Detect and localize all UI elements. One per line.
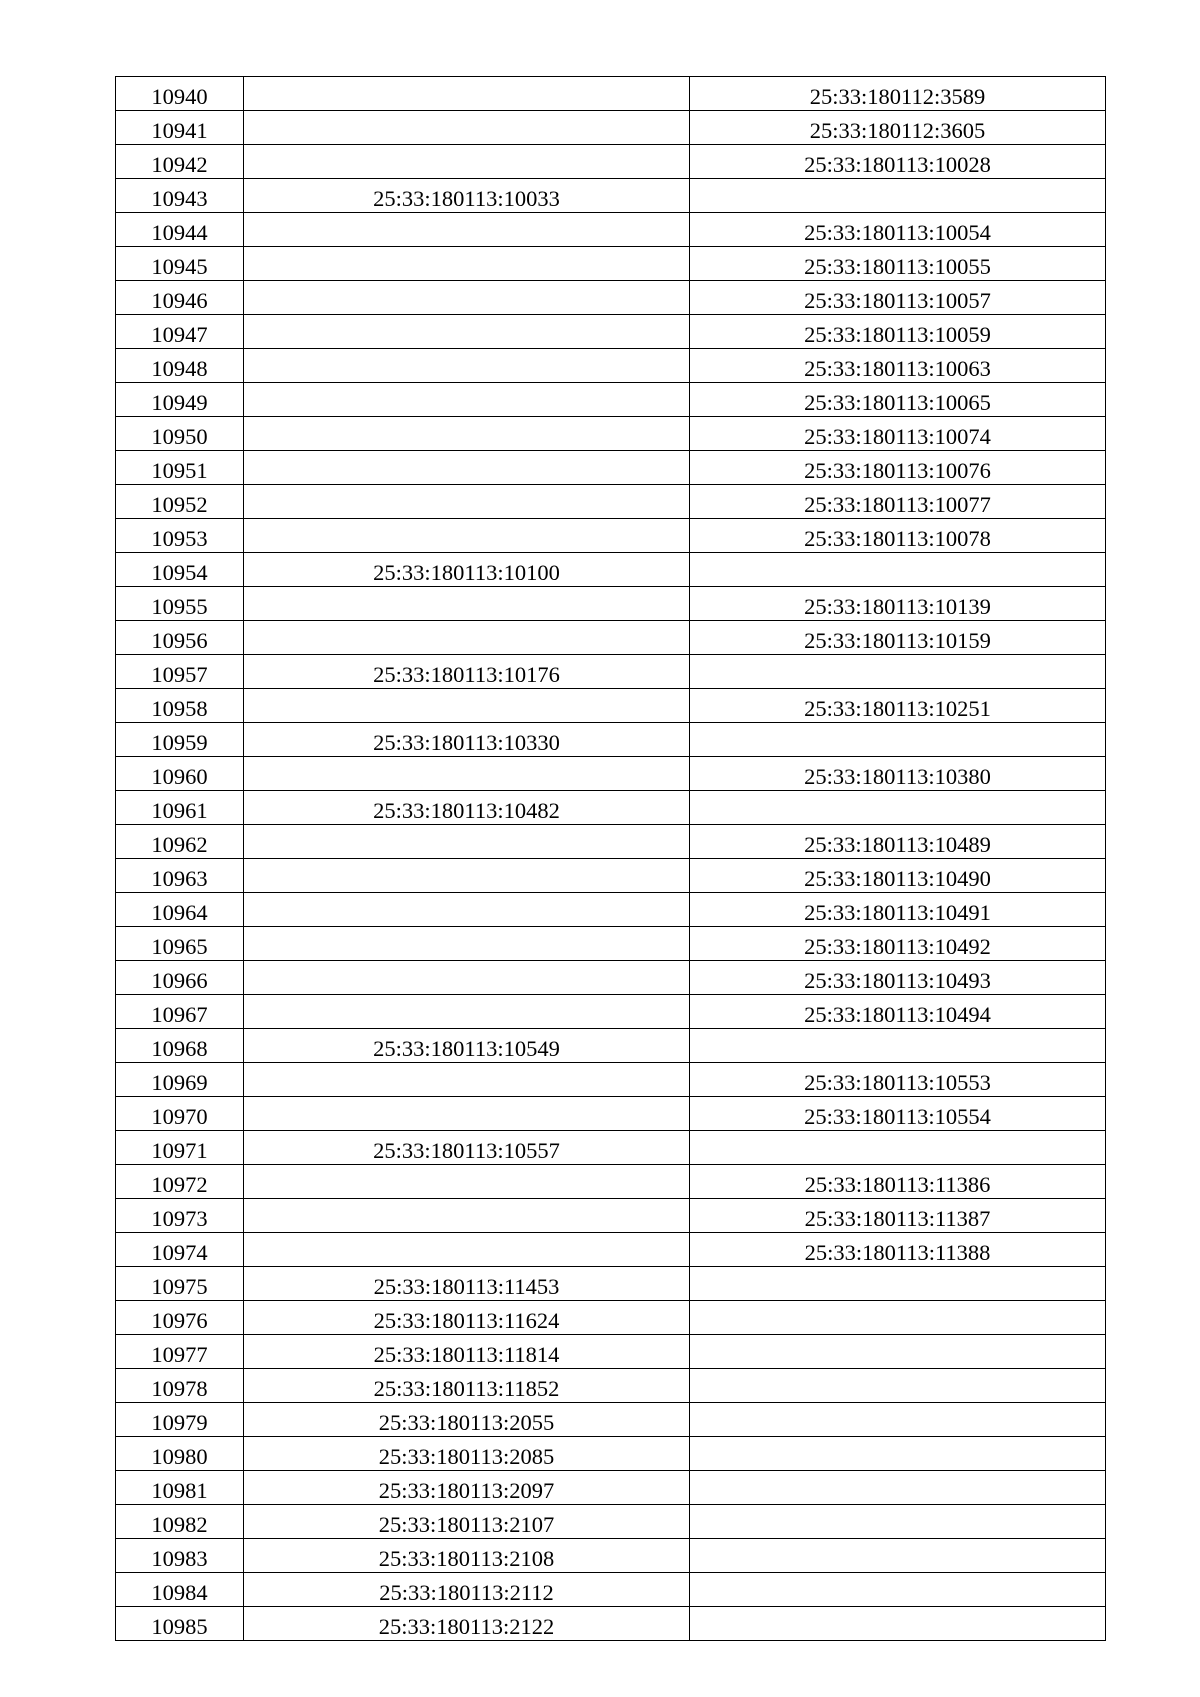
cadastral-number-cell-col2: 25:33:180113:11852 bbox=[244, 1369, 690, 1403]
table-row bbox=[116, 553, 1106, 587]
row-number-cell: 10956 bbox=[116, 621, 244, 655]
table-row bbox=[116, 1131, 1106, 1165]
row-number-cell: 10959 bbox=[116, 723, 244, 757]
cadastral-number-cell-col2 bbox=[244, 349, 690, 383]
cadastral-number-cell-col3: 25:33:180113:10063 bbox=[690, 349, 1106, 383]
row-number-cell: 10957 bbox=[116, 655, 244, 689]
table-row bbox=[116, 417, 1106, 451]
row-number-cell: 10941 bbox=[116, 111, 244, 145]
table-row bbox=[116, 587, 1106, 621]
row-number-cell: 10974 bbox=[116, 1233, 244, 1267]
table-row bbox=[116, 451, 1106, 485]
table-row bbox=[116, 349, 1106, 383]
table-row bbox=[116, 689, 1106, 723]
table-row bbox=[116, 723, 1106, 757]
table-body bbox=[116, 77, 1106, 1641]
cadastral-number-cell-col3 bbox=[690, 1267, 1106, 1301]
row-number-cell: 10960 bbox=[116, 757, 244, 791]
cadastral-number-cell-col2: 25:33:180113:2055 bbox=[244, 1403, 690, 1437]
table-row bbox=[116, 655, 1106, 689]
row-number-cell: 10980 bbox=[116, 1437, 244, 1471]
cadastral-number-cell-col2 bbox=[244, 417, 690, 451]
row-number-cell: 10945 bbox=[116, 247, 244, 281]
table-row bbox=[116, 1471, 1106, 1505]
cadastral-number-cell-col3 bbox=[690, 553, 1106, 587]
table-row bbox=[116, 1335, 1106, 1369]
row-number-cell: 10982 bbox=[116, 1505, 244, 1539]
cadastral-number-cell-col3 bbox=[690, 655, 1106, 689]
cadastral-number-cell-col2 bbox=[244, 825, 690, 859]
cadastral-number-cell-col3: 25:33:180113:10492 bbox=[690, 927, 1106, 961]
table-row bbox=[116, 825, 1106, 859]
cadastral-number-cell-col2: 25:33:180113:2122 bbox=[244, 1607, 690, 1641]
cadastral-number-cell-col3: 25:33:180113:10076 bbox=[690, 451, 1106, 485]
cadastral-number-cell-col2: 25:33:180113:2107 bbox=[244, 1505, 690, 1539]
row-number-cell: 10955 bbox=[116, 587, 244, 621]
cadastral-number-cell-col3: 25:33:180113:10078 bbox=[690, 519, 1106, 553]
row-number-cell: 10967 bbox=[116, 995, 244, 1029]
cadastral-number-cell-col3 bbox=[690, 1029, 1106, 1063]
cadastral-number-cell-col3: 25:33:180113:10491 bbox=[690, 893, 1106, 927]
cadastral-number-cell-col3 bbox=[690, 1335, 1106, 1369]
row-number-cell: 10966 bbox=[116, 961, 244, 995]
cadastral-number-cell-col3 bbox=[690, 723, 1106, 757]
cadastral-number-cell-col3: 25:33:180113:10251 bbox=[690, 689, 1106, 723]
cadastral-number-cell-col3 bbox=[690, 1403, 1106, 1437]
cadastral-number-cell-col2 bbox=[244, 1165, 690, 1199]
table-row bbox=[116, 1607, 1106, 1641]
cadastral-number-cell-col3: 25:33:180113:10065 bbox=[690, 383, 1106, 417]
cadastral-number-cell-col2 bbox=[244, 859, 690, 893]
table-row bbox=[116, 1199, 1106, 1233]
cadastral-number-cell-col2: 25:33:180113:10033 bbox=[244, 179, 690, 213]
cadastral-number-cell-col3 bbox=[690, 1131, 1106, 1165]
row-number-cell: 10961 bbox=[116, 791, 244, 825]
cadastral-number-cell-col2: 25:33:180113:10100 bbox=[244, 553, 690, 587]
row-number-cell: 10951 bbox=[116, 451, 244, 485]
table-row bbox=[116, 247, 1106, 281]
table-row bbox=[116, 383, 1106, 417]
row-number-cell: 10949 bbox=[116, 383, 244, 417]
cadastral-number-cell-col2 bbox=[244, 1063, 690, 1097]
cadastral-number-cell-col2: 25:33:180113:11814 bbox=[244, 1335, 690, 1369]
cadastral-number-cell-col2: 25:33:180113:2085 bbox=[244, 1437, 690, 1471]
cadastral-number-cell-col3: 25:33:180113:10074 bbox=[690, 417, 1106, 451]
row-number-cell: 10975 bbox=[116, 1267, 244, 1301]
row-number-cell: 10969 bbox=[116, 1063, 244, 1097]
table-row bbox=[116, 1437, 1106, 1471]
table-row bbox=[116, 621, 1106, 655]
cadastral-number-cell-col2: 25:33:180113:10330 bbox=[244, 723, 690, 757]
table-row bbox=[116, 519, 1106, 553]
cadastral-number-cell-col2: 25:33:180113:2097 bbox=[244, 1471, 690, 1505]
cadastral-number-cell-col2 bbox=[244, 281, 690, 315]
row-number-cell: 10979 bbox=[116, 1403, 244, 1437]
cadastral-number-cell-col2 bbox=[244, 1199, 690, 1233]
cadastral-number-cell-col2 bbox=[244, 383, 690, 417]
cadastral-number-cell-col3 bbox=[690, 1573, 1106, 1607]
table-row bbox=[116, 1539, 1106, 1573]
row-number-cell: 10968 bbox=[116, 1029, 244, 1063]
cadastral-number-cell-col2 bbox=[244, 1233, 690, 1267]
row-number-cell: 10978 bbox=[116, 1369, 244, 1403]
row-number-cell: 10952 bbox=[116, 485, 244, 519]
cadastral-number-cell-col3 bbox=[690, 1607, 1106, 1641]
cadastral-number-cell-col2 bbox=[244, 689, 690, 723]
table-row bbox=[116, 1369, 1106, 1403]
cadastral-number-cell-col2: 25:33:180113:2108 bbox=[244, 1539, 690, 1573]
table-row bbox=[116, 893, 1106, 927]
row-number-cell: 10946 bbox=[116, 281, 244, 315]
table-row bbox=[116, 145, 1106, 179]
cadastral-number-cell-col3: 25:33:180113:10054 bbox=[690, 213, 1106, 247]
cadastral-number-cell-col2 bbox=[244, 587, 690, 621]
table-row bbox=[116, 757, 1106, 791]
cadastral-number-cell-col3: 25:33:180112:3605 bbox=[690, 111, 1106, 145]
cadastral-number-cell-col3: 25:33:180113:10059 bbox=[690, 315, 1106, 349]
cadastral-number-cell-col3 bbox=[690, 1505, 1106, 1539]
cadastral-number-cell-col2 bbox=[244, 77, 690, 111]
table-row bbox=[116, 1267, 1106, 1301]
cadastral-number-cell-col2: 25:33:180113:10557 bbox=[244, 1131, 690, 1165]
row-number-cell: 10948 bbox=[116, 349, 244, 383]
row-number-cell: 10944 bbox=[116, 213, 244, 247]
cadastral-number-cell-col3 bbox=[690, 1539, 1106, 1573]
cadastral-number-cell-col2 bbox=[244, 451, 690, 485]
cadastral-number-cell-col3: 25:33:180113:10490 bbox=[690, 859, 1106, 893]
row-number-cell: 10972 bbox=[116, 1165, 244, 1199]
row-number-cell: 10940 bbox=[116, 77, 244, 111]
row-number-cell: 10984 bbox=[116, 1573, 244, 1607]
row-number-cell: 10942 bbox=[116, 145, 244, 179]
table-row bbox=[116, 1165, 1106, 1199]
row-number-cell: 10954 bbox=[116, 553, 244, 587]
row-number-cell: 10970 bbox=[116, 1097, 244, 1131]
row-number-cell: 10962 bbox=[116, 825, 244, 859]
cadastral-number-cell-col3: 25:33:180113:11387 bbox=[690, 1199, 1106, 1233]
table-row bbox=[116, 111, 1106, 145]
row-number-cell: 10983 bbox=[116, 1539, 244, 1573]
row-number-cell: 10981 bbox=[116, 1471, 244, 1505]
table-row bbox=[116, 961, 1106, 995]
cadastral-number-cell-col3: 25:33:180113:10159 bbox=[690, 621, 1106, 655]
cadastral-number-cell-col3: 25:33:180113:10028 bbox=[690, 145, 1106, 179]
cadastral-number-cell-col2: 25:33:180113:11453 bbox=[244, 1267, 690, 1301]
table-row bbox=[116, 1233, 1106, 1267]
row-number-cell: 10963 bbox=[116, 859, 244, 893]
cadastral-number-cell-col3: 25:33:180113:10494 bbox=[690, 995, 1106, 1029]
table-row bbox=[116, 791, 1106, 825]
table-row bbox=[116, 485, 1106, 519]
table-row bbox=[116, 315, 1106, 349]
table-row bbox=[116, 1063, 1106, 1097]
row-number-cell: 10953 bbox=[116, 519, 244, 553]
cadastral-number-cell-col3: 25:33:180113:11388 bbox=[690, 1233, 1106, 1267]
cadastral-number-cell-col2 bbox=[244, 145, 690, 179]
row-number-cell: 10971 bbox=[116, 1131, 244, 1165]
cadastral-number-cell-col3 bbox=[690, 1369, 1106, 1403]
cadastral-number-cell-col2 bbox=[244, 247, 690, 281]
table-row bbox=[116, 1029, 1106, 1063]
cadastral-number-cell-col3: 25:33:180113:10489 bbox=[690, 825, 1106, 859]
cadastral-number-cell-col3: 25:33:180113:10554 bbox=[690, 1097, 1106, 1131]
cadastral-number-cell-col2 bbox=[244, 1097, 690, 1131]
cadastral-number-cell-col2 bbox=[244, 995, 690, 1029]
cadastral-number-cell-col2: 25:33:180113:10176 bbox=[244, 655, 690, 689]
cadastral-number-cell-col3: 25:33:180113:10139 bbox=[690, 587, 1106, 621]
cadastral-number-cell-col3: 25:33:180113:10380 bbox=[690, 757, 1106, 791]
row-number-cell: 10943 bbox=[116, 179, 244, 213]
table-row bbox=[116, 1097, 1106, 1131]
cadastral-number-cell-col3 bbox=[690, 1437, 1106, 1471]
table-row bbox=[116, 77, 1106, 111]
cadastral-number-cell-col2 bbox=[244, 213, 690, 247]
cadastral-number-table bbox=[115, 76, 1106, 1641]
cadastral-number-cell-col3: 25:33:180113:10057 bbox=[690, 281, 1106, 315]
table-row bbox=[116, 927, 1106, 961]
table-row bbox=[116, 1403, 1106, 1437]
table-row bbox=[116, 995, 1106, 1029]
row-number-cell: 10950 bbox=[116, 417, 244, 451]
cadastral-number-cell-col2 bbox=[244, 927, 690, 961]
cadastral-number-cell-col3 bbox=[690, 1471, 1106, 1505]
cadastral-number-cell-col3 bbox=[690, 179, 1106, 213]
table-row bbox=[116, 859, 1106, 893]
row-number-cell: 10985 bbox=[116, 1607, 244, 1641]
cadastral-number-cell-col3: 25:33:180112:3589 bbox=[690, 77, 1106, 111]
cadastral-number-cell-col2 bbox=[244, 621, 690, 655]
cadastral-number-cell-col2 bbox=[244, 893, 690, 927]
cadastral-number-cell-col2 bbox=[244, 111, 690, 145]
cadastral-number-cell-col3 bbox=[690, 1301, 1106, 1335]
cadastral-number-cell-col2: 25:33:180113:2112 bbox=[244, 1573, 690, 1607]
cadastral-number-cell-col2 bbox=[244, 485, 690, 519]
table-row bbox=[116, 281, 1106, 315]
cadastral-number-cell-col2: 25:33:180113:10549 bbox=[244, 1029, 690, 1063]
row-number-cell: 10977 bbox=[116, 1335, 244, 1369]
cadastral-number-cell-col2: 25:33:180113:11624 bbox=[244, 1301, 690, 1335]
row-number-cell: 10947 bbox=[116, 315, 244, 349]
cadastral-number-cell-col3: 25:33:180113:10553 bbox=[690, 1063, 1106, 1097]
cadastral-number-cell-col2 bbox=[244, 961, 690, 995]
cadastral-number-cell-col2 bbox=[244, 315, 690, 349]
row-number-cell: 10976 bbox=[116, 1301, 244, 1335]
row-number-cell: 10964 bbox=[116, 893, 244, 927]
table-row bbox=[116, 1301, 1106, 1335]
row-number-cell: 10958 bbox=[116, 689, 244, 723]
table-row bbox=[116, 213, 1106, 247]
table-row bbox=[116, 1505, 1106, 1539]
table-row bbox=[116, 179, 1106, 213]
table-row bbox=[116, 1573, 1106, 1607]
cadastral-number-cell-col3 bbox=[690, 791, 1106, 825]
cadastral-number-cell-col2 bbox=[244, 519, 690, 553]
cadastral-number-cell-col2 bbox=[244, 757, 690, 791]
row-number-cell: 10973 bbox=[116, 1199, 244, 1233]
cadastral-number-cell-col2: 25:33:180113:10482 bbox=[244, 791, 690, 825]
cadastral-number-cell-col3: 25:33:180113:10493 bbox=[690, 961, 1106, 995]
row-number-cell: 10965 bbox=[116, 927, 244, 961]
cadastral-number-cell-col3: 25:33:180113:10055 bbox=[690, 247, 1106, 281]
cadastral-number-cell-col3: 25:33:180113:11386 bbox=[690, 1165, 1106, 1199]
cadastral-number-cell-col3: 25:33:180113:10077 bbox=[690, 485, 1106, 519]
